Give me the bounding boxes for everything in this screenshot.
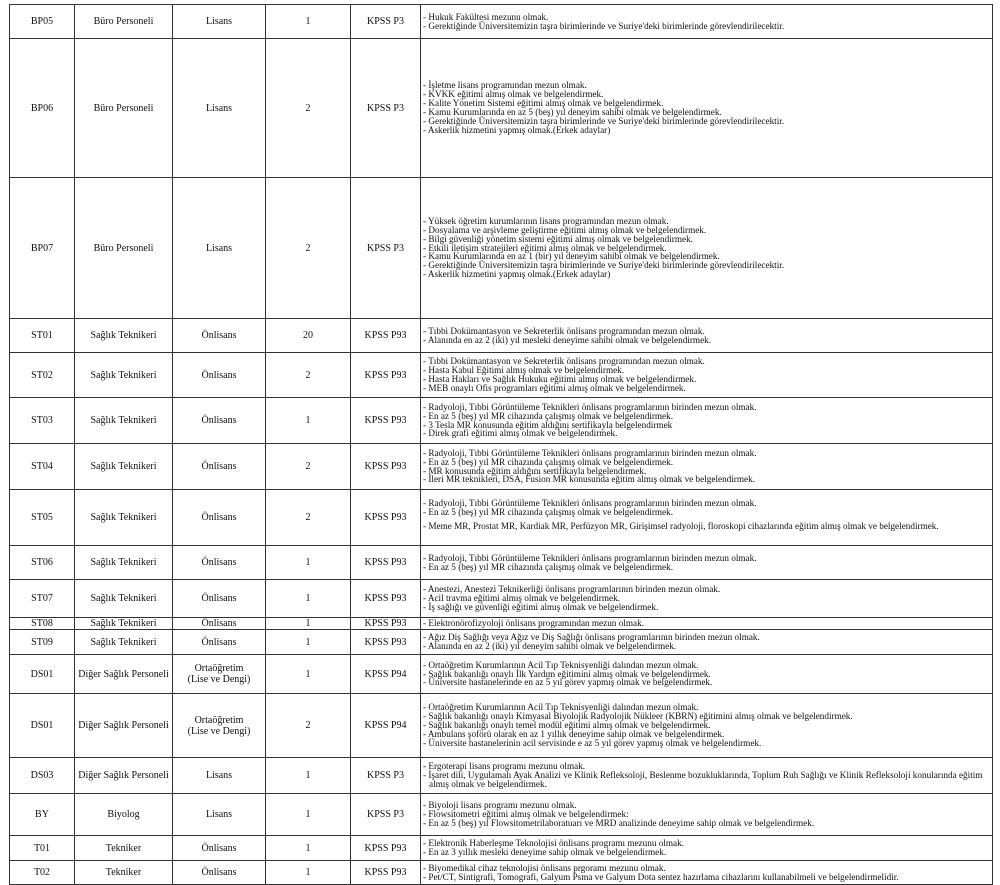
table-row xyxy=(10,861,993,885)
requirement-line: - Kamu Kurumlarında en az 1 (bir) yıl deneyim sahibi olmak ve belgelendirmek. xyxy=(423,251,720,262)
education-level-cell xyxy=(173,5,266,39)
requirement-line: - Ortaöğretim Kurumlarının Acil Tıp Teknisyenliği dalından mezun olmak. xyxy=(423,702,699,713)
table-row xyxy=(10,758,993,794)
requirement-line: almış olmak ve belgelendirmek. xyxy=(429,778,547,789)
kpss-score-type-cell: KPSS P94 xyxy=(351,694,421,758)
requirements-cell xyxy=(421,580,993,618)
kpss-score-type-cell: KPSS P3 xyxy=(351,39,421,178)
requirements-cell xyxy=(421,758,993,794)
requirement-line: - En az 3 yıllık mesleki deneyime sahip olmak ve belgelendirmek. xyxy=(423,847,667,857)
requirement-line: - Yüksek öğretim kurumlarının lisans programından mezun olmak. xyxy=(423,216,669,227)
requirement-line: - Gerektiğinde Üniversitemizin taşra birimlerinde ve Suriye'deki birimlerinde görevlendirilecektir. xyxy=(423,20,785,31)
position-name-cell: Tekniker xyxy=(75,861,173,885)
education-level-cell xyxy=(173,655,266,694)
quantity-cell: 1 xyxy=(266,758,351,794)
requirement-line: - Tıbbi Dokümantasyon ve Sekreterlik önlisans programından mezun olmak. xyxy=(423,325,705,336)
requirement-line: - 3 Tesla MR konusunda eğitim aldığını sertifikayla belgelendirmek xyxy=(423,419,673,430)
education-level: Önlisans xyxy=(201,867,237,878)
position-code-cell: ST06 xyxy=(10,546,75,580)
table-row xyxy=(10,178,993,319)
requirement-line: - Sağlık bakanlığı onaylı Kimyasal Biyolojik Radyolojik Nükleer (KBRN) eğitimini almış olmak ve belgelendirmek. xyxy=(423,711,853,722)
requirement-line: - Kalite Yönetim Sistemi eğitimi almış olmak ve belgelendirmek. xyxy=(423,98,664,109)
table-row xyxy=(10,655,993,694)
kpss-score-type-cell: KPSS P3 xyxy=(351,5,421,39)
requirement-line: - Üniversite hastanelerinde en az 5 yıl görev yapmış olmak ve belgelendirmek. xyxy=(423,677,713,688)
table-row xyxy=(10,794,993,836)
table-row xyxy=(10,444,993,490)
education-level-cell xyxy=(173,618,266,630)
quantity-cell: 2 xyxy=(266,39,351,178)
position-code-cell: BY xyxy=(10,794,75,836)
education-level-cell xyxy=(173,630,266,655)
kpss-score-type-cell: KPSS P93 xyxy=(351,353,421,398)
education-level: Önlisans xyxy=(201,842,237,854)
requirements-cell xyxy=(421,178,993,319)
quantity-cell: 1 xyxy=(266,861,351,885)
requirement-line: - Biyoloji lisans programı mezunu olmak. xyxy=(423,800,577,811)
education-level-detail: (Lise ve Dengi) xyxy=(187,725,251,737)
kpss-score-type-cell: KPSS P93 xyxy=(351,444,421,490)
requirement-line: - Radyoloji, Tıbbi Görüntüleme Teknikleri önlisans programlarının birinden mezun olmak. xyxy=(423,552,757,563)
requirement-line: - Anestezi, Anestezi Teknikerliği önlisans programlarının birinden mezun olmak. xyxy=(423,584,721,595)
requirements-cell xyxy=(421,546,993,580)
education-level-cell xyxy=(173,353,266,398)
position-code-cell: DS01 xyxy=(10,655,75,694)
requirement-line: - Alanında en az 2 (iki) yıl deneyim sahibi olmak ve belgelendirmek. xyxy=(423,641,677,651)
requirement-line: - Dosyalama ve arşivleme geliştirme eğitimi almış olmak ve belgelendirmek. xyxy=(423,224,707,235)
quantity-cell: 1 xyxy=(266,618,351,630)
requirements-cell xyxy=(421,490,993,546)
requirement-line: - KVKK eğitimi almış olmak ve belgelendirmek. xyxy=(423,89,604,100)
position-code-cell: ST05 xyxy=(10,490,75,546)
requirement-line: - En az 5 (beş) yıl MR cihazında çalışmış olmak ve belgelendirmek. xyxy=(423,456,674,467)
table-row xyxy=(10,398,993,444)
requirement-line: - Kamu Kurumlarında en az 5 (beş) yıl deneyim sahibi olmak ve belgelendirmek. xyxy=(423,107,722,117)
position-name-cell: Sağlık Teknikeri xyxy=(75,319,173,353)
table-row xyxy=(10,490,993,546)
requirement-line: - En az 5 (beş) yıl Flowsitometrilaboratuarı ve MRD analizinde deneyime sahip olmak ve belgelendirmek. xyxy=(423,817,815,828)
kpss-score-type-cell: KPSS P93 xyxy=(351,580,421,618)
table-row xyxy=(10,546,993,580)
education-level-cell xyxy=(173,178,266,319)
education-level-cell xyxy=(173,490,266,546)
requirements-cell xyxy=(421,5,993,39)
requirement-line: - Hasta Kabul Eğitimi almış olmak ve belgelendirmek. xyxy=(423,365,625,376)
position-code-cell: ST08 xyxy=(10,618,75,630)
requirement-line: - En az 5 (beş) yıl MR cihazında çalışmış olmak ve belgelendirmek. xyxy=(423,561,674,572)
quantity-cell: 1 xyxy=(266,655,351,694)
education-level: Lisans xyxy=(205,242,233,254)
position-code-cell: T02 xyxy=(10,861,75,885)
table-row xyxy=(10,630,993,655)
requirement-line: - Alanında en az 2 (iki) yıl mesleki deneyime sahibi olmak ve belgelendirmek. xyxy=(423,334,712,345)
education-level-cell xyxy=(173,444,266,490)
requirement-line: - Gerektiğinde Üniversitemizin taşra birimlerinde ve Suriye'deki birimlerinde görevlendirilecektir. xyxy=(423,260,785,271)
table-row xyxy=(10,353,993,398)
quantity-cell: 1 xyxy=(266,580,351,618)
requirement-line: - Gerektiğinde Üniversitemizin taşra birimlerinde ve Suriye'deki birimlerinde görevlendirilecektir. xyxy=(423,115,785,126)
requirement-line: - Radyoloji, Tıbbi Görüntüleme Teknikleri önlisans programlarının birinden mezun olmak. xyxy=(423,447,757,458)
requirements-cell xyxy=(421,655,993,694)
position-code-cell: ST02 xyxy=(10,353,75,398)
staff-requirements-document xyxy=(9,4,992,885)
education-level: Önlisans xyxy=(201,461,237,472)
requirement-line: - Tıbbi Dokümantasyon ve Sekreterlik önlisans programından mezun olmak. xyxy=(423,356,705,367)
quantity-cell: 2 xyxy=(266,178,351,319)
requirement-line: - Etkili iletişim stratejileri eğitimi almış olmak ve belgelendirmek. xyxy=(423,242,667,253)
quantity-cell: 2 xyxy=(266,490,351,546)
education-level: Lisans xyxy=(205,770,233,781)
kpss-score-type-cell: KPSS P3 xyxy=(351,178,421,319)
kpss-score-type-cell: KPSS P93 xyxy=(351,618,421,630)
education-level: Önlisans xyxy=(201,593,237,604)
requirements-cell xyxy=(421,618,993,630)
education-level-cell xyxy=(173,861,266,885)
quantity-cell: 1 xyxy=(266,546,351,580)
requirement-line: - Radyoloji, Tıbbi Görüntüleme Teknikleri önlisans programlarının birinden mezun olmak. xyxy=(423,498,757,509)
kpss-score-type-cell: KPSS P93 xyxy=(351,836,421,861)
requirement-line: - Meme MR, Prostat MR, Kardiak MR, Perfüzyon MR, Girişimsel radyoloji, floroskopi cihazlarında eğitim almış olmak ve belgelendirmek. xyxy=(423,520,939,531)
table-row xyxy=(10,580,993,618)
education-level: Önlisans xyxy=(201,512,237,523)
position-code-cell: ST07 xyxy=(10,580,75,618)
position-name-cell: Sağlık Teknikeri xyxy=(75,630,173,655)
education-level-cell xyxy=(173,580,266,618)
requirement-line: - İş sağlığı ve güvenliği eğitimi almış olmak ve belgelendirmek. xyxy=(423,601,659,612)
position-code-cell: ST01 xyxy=(10,319,75,353)
requirement-line: - Elektronörofizyoloji önlisans programından mezun olmak. xyxy=(423,618,644,629)
requirements-cell xyxy=(421,319,993,353)
requirements-cell xyxy=(421,861,993,885)
position-name-cell: Sağlık Teknikeri xyxy=(75,353,173,398)
requirement-line: - Askerlik hizmetini yapmış olmak.(Erkek adaylar) xyxy=(423,124,611,135)
quantity-cell: 1 xyxy=(266,794,351,836)
position-code-cell: BP05 xyxy=(10,5,75,39)
position-name-cell: Diğer Sağlık Personeli xyxy=(75,655,173,694)
position-name-cell: Sağlık Teknikeri xyxy=(75,618,173,630)
quantity-cell: 1 xyxy=(266,836,351,861)
education-level-cell xyxy=(173,546,266,580)
requirement-line: - Hasta Hakları ve Sağlık Hukuku eğitimi almış olmak ve belgelendirmek. xyxy=(423,374,697,384)
requirement-line: - Sağlık bakanlığı onaylı İlk Yardım eğitimini almış olmak ve belgelendirmek. xyxy=(423,668,711,679)
requirement-line: - Bilgi güvenliği yönetim sistemi eğitimi almış olmak ve belgelendirmek. xyxy=(423,233,693,244)
positions-table xyxy=(9,4,993,885)
kpss-score-type-cell: KPSS P93 xyxy=(351,546,421,580)
position-code-cell: ST09 xyxy=(10,630,75,655)
requirements-cell xyxy=(421,836,993,861)
education-level-cell xyxy=(173,319,266,353)
position-code-cell: DS01 xyxy=(10,694,75,758)
quantity-cell: 2 xyxy=(266,694,351,758)
kpss-score-type-cell: KPSS P93 xyxy=(351,490,421,546)
requirement-line: - Askerlik hizmetini yapmış olmak.(Erkek adaylar) xyxy=(423,269,611,280)
education-level: Önlisans xyxy=(201,618,237,629)
position-code-cell: ST04 xyxy=(10,444,75,490)
requirement-line: - Ambulans şoförü olarak en az 1 yıllık deneyime sahip olmak ve belgelendirmek. xyxy=(423,728,725,739)
kpss-score-type-cell: KPSS P3 xyxy=(351,794,421,836)
requirement-line: - En az 5 (beş) yıl MR cihazında çalışmış olmak ve belgelendirmek. xyxy=(423,410,674,421)
position-code-cell: BP07 xyxy=(10,178,75,319)
education-level-cell xyxy=(173,694,266,758)
quantity-cell: 2 xyxy=(266,444,351,490)
requirement-line: - Pet/CT, Sintigrafi, Tomografi, Galyum Psma ve Galyum Dota sentez hazırlama cihazlarını kullanabilmeli ve belgelendirmelidir. xyxy=(423,871,899,882)
requirement-line: - Hukuk Fakültesi mezunu olmak. xyxy=(423,11,549,22)
position-name-cell: Diğer Sağlık Personeli xyxy=(75,694,173,758)
position-code-cell: DS03 xyxy=(10,758,75,794)
education-level-cell xyxy=(173,794,266,836)
requirement-line: - Elektronik Haberleşme Teknolojisi önlisans programı mezunu olmak. xyxy=(423,838,684,849)
table-row xyxy=(10,618,993,630)
position-name-cell: Biyolog xyxy=(75,794,173,836)
requirements-cell xyxy=(421,694,993,758)
position-name-cell: Büro Personeli xyxy=(75,5,173,39)
education-level: Ortaöğretim xyxy=(194,714,244,726)
requirement-line: - Üniversite hastanelerinin acil servisinde e az 5 yıl görev yapmış olmak ve belgelendirmek. xyxy=(423,737,762,748)
kpss-score-type-cell: KPSS P93 xyxy=(351,861,421,885)
position-name-cell: Büro Personeli xyxy=(75,39,173,178)
education-level: Ortaöğretim xyxy=(194,663,244,674)
kpss-score-type-cell: KPSS P93 xyxy=(351,630,421,655)
table-row xyxy=(10,836,993,861)
position-name-cell: Tekniker xyxy=(75,836,173,861)
position-name-cell: Sağlık Teknikeri xyxy=(75,580,173,618)
requirement-line: - Acil travma eğitimi almış olmak ve belgelendirmek. xyxy=(423,593,620,604)
requirement-line: - Sağlık bakanlığı onaylı temel modül eğitimi almış olmak ve belgelendirmek. xyxy=(423,720,711,731)
kpss-score-type-cell: KPSS P3 xyxy=(351,758,421,794)
position-code-cell: ST03 xyxy=(10,398,75,444)
education-level: Lisans xyxy=(205,16,233,27)
requirement-line: - Direk grafi eğitimi almış olmak ve belgelendirmek. xyxy=(423,428,618,439)
requirement-line: - İleri MR teknikleri, DSA, Fusion MR konusunda eğitim almış olmak ve belgelendirmek. xyxy=(423,474,755,485)
position-name-cell: Sağlık Teknikeri xyxy=(75,444,173,490)
education-level: Önlisans xyxy=(201,415,237,426)
table-row xyxy=(10,39,993,178)
requirement-line: - MR konusunda eğitim aldığını sertifikayla belgelendirmek. xyxy=(423,465,647,476)
requirement-line: - İşaret dili, Uygulamalı Ayak Analizi ve Klinik Refleksoloji, Beslenme bozukluklarında, Toplum Ruh Sağlığı ve Klinik Refleksoloji konularında eğitim xyxy=(423,770,983,781)
requirements-cell xyxy=(421,630,993,655)
position-code-cell: BP06 xyxy=(10,39,75,178)
table-row xyxy=(10,319,993,353)
requirements-cell xyxy=(421,794,993,836)
requirement-line: - MEB onaylı Ofis programları eğitimi almış olmak ve belgelendirmek. xyxy=(423,382,686,393)
position-code-cell: T01 xyxy=(10,836,75,861)
table-row xyxy=(10,694,993,758)
education-level-cell xyxy=(173,398,266,444)
requirement-line: - Ortaöğretim Kurumlarının Acil Tıp Teknisyenliği dalından mezun olmak. xyxy=(423,659,699,670)
education-level: Lisans xyxy=(205,809,233,820)
education-level-detail: (Lise ve Dengi) xyxy=(187,674,251,685)
quantity-cell: 1 xyxy=(266,630,351,655)
education-level-cell xyxy=(173,836,266,861)
requirement-line: - Biyomedikal cihaz teknolojisi önlisans prgoramı mezunu olmak. xyxy=(423,862,666,873)
education-level: Önlisans xyxy=(201,636,237,648)
requirement-line: - Flowsitometri eğitimi almış olmak ve belgelendirmek: xyxy=(423,809,629,820)
quantity-cell: 1 xyxy=(266,398,351,444)
requirements-cell xyxy=(421,353,993,398)
requirements-cell xyxy=(421,39,993,178)
quantity-cell: 2 xyxy=(266,353,351,398)
kpss-score-type-cell: KPSS P94 xyxy=(351,655,421,694)
requirement-line xyxy=(423,531,992,536)
position-name-cell: Sağlık Teknikeri xyxy=(75,546,173,580)
requirement-line: - En az 5 (beş) yıl MR cihazında çalışmış olmak ve belgelendirmek. xyxy=(423,507,674,518)
education-level: Önlisans xyxy=(201,369,237,381)
education-level-cell xyxy=(173,39,266,178)
requirements-cell xyxy=(421,398,993,444)
quantity-cell: 1 xyxy=(266,5,351,39)
table-row xyxy=(10,5,993,39)
requirement-line: - Radyoloji, Tıbbi Görüntüleme Teknikleri önlisans programlarının birinden mezun olmak. xyxy=(423,401,757,412)
education-level: Lisans xyxy=(205,102,233,114)
kpss-score-type-cell: KPSS P93 xyxy=(351,398,421,444)
quantity-cell: 20 xyxy=(266,319,351,353)
education-level: Önlisans xyxy=(201,557,237,568)
position-name-cell: Diğer Sağlık Personeli xyxy=(75,758,173,794)
requirement-line: - Ağız Diş Sağlığı veya Ağız ve Diş Sağlığı önlisans programlarının birinden mezun olmak. xyxy=(423,632,760,643)
education-level: Önlisans xyxy=(201,330,237,341)
education-level-cell xyxy=(173,758,266,794)
position-name-cell: Büro Personeli xyxy=(75,178,173,319)
position-name-cell: Sağlık Teknikeri xyxy=(75,490,173,546)
requirement-line: - İşletme lisans programından mezun olmak. xyxy=(423,80,587,91)
requirements-cell xyxy=(421,444,993,490)
kpss-score-type-cell: KPSS P93 xyxy=(351,319,421,353)
position-name-cell: Sağlık Teknikeri xyxy=(75,398,173,444)
requirement-line: - Ergoterapi lisans programı mezunu olmak. xyxy=(423,761,586,772)
